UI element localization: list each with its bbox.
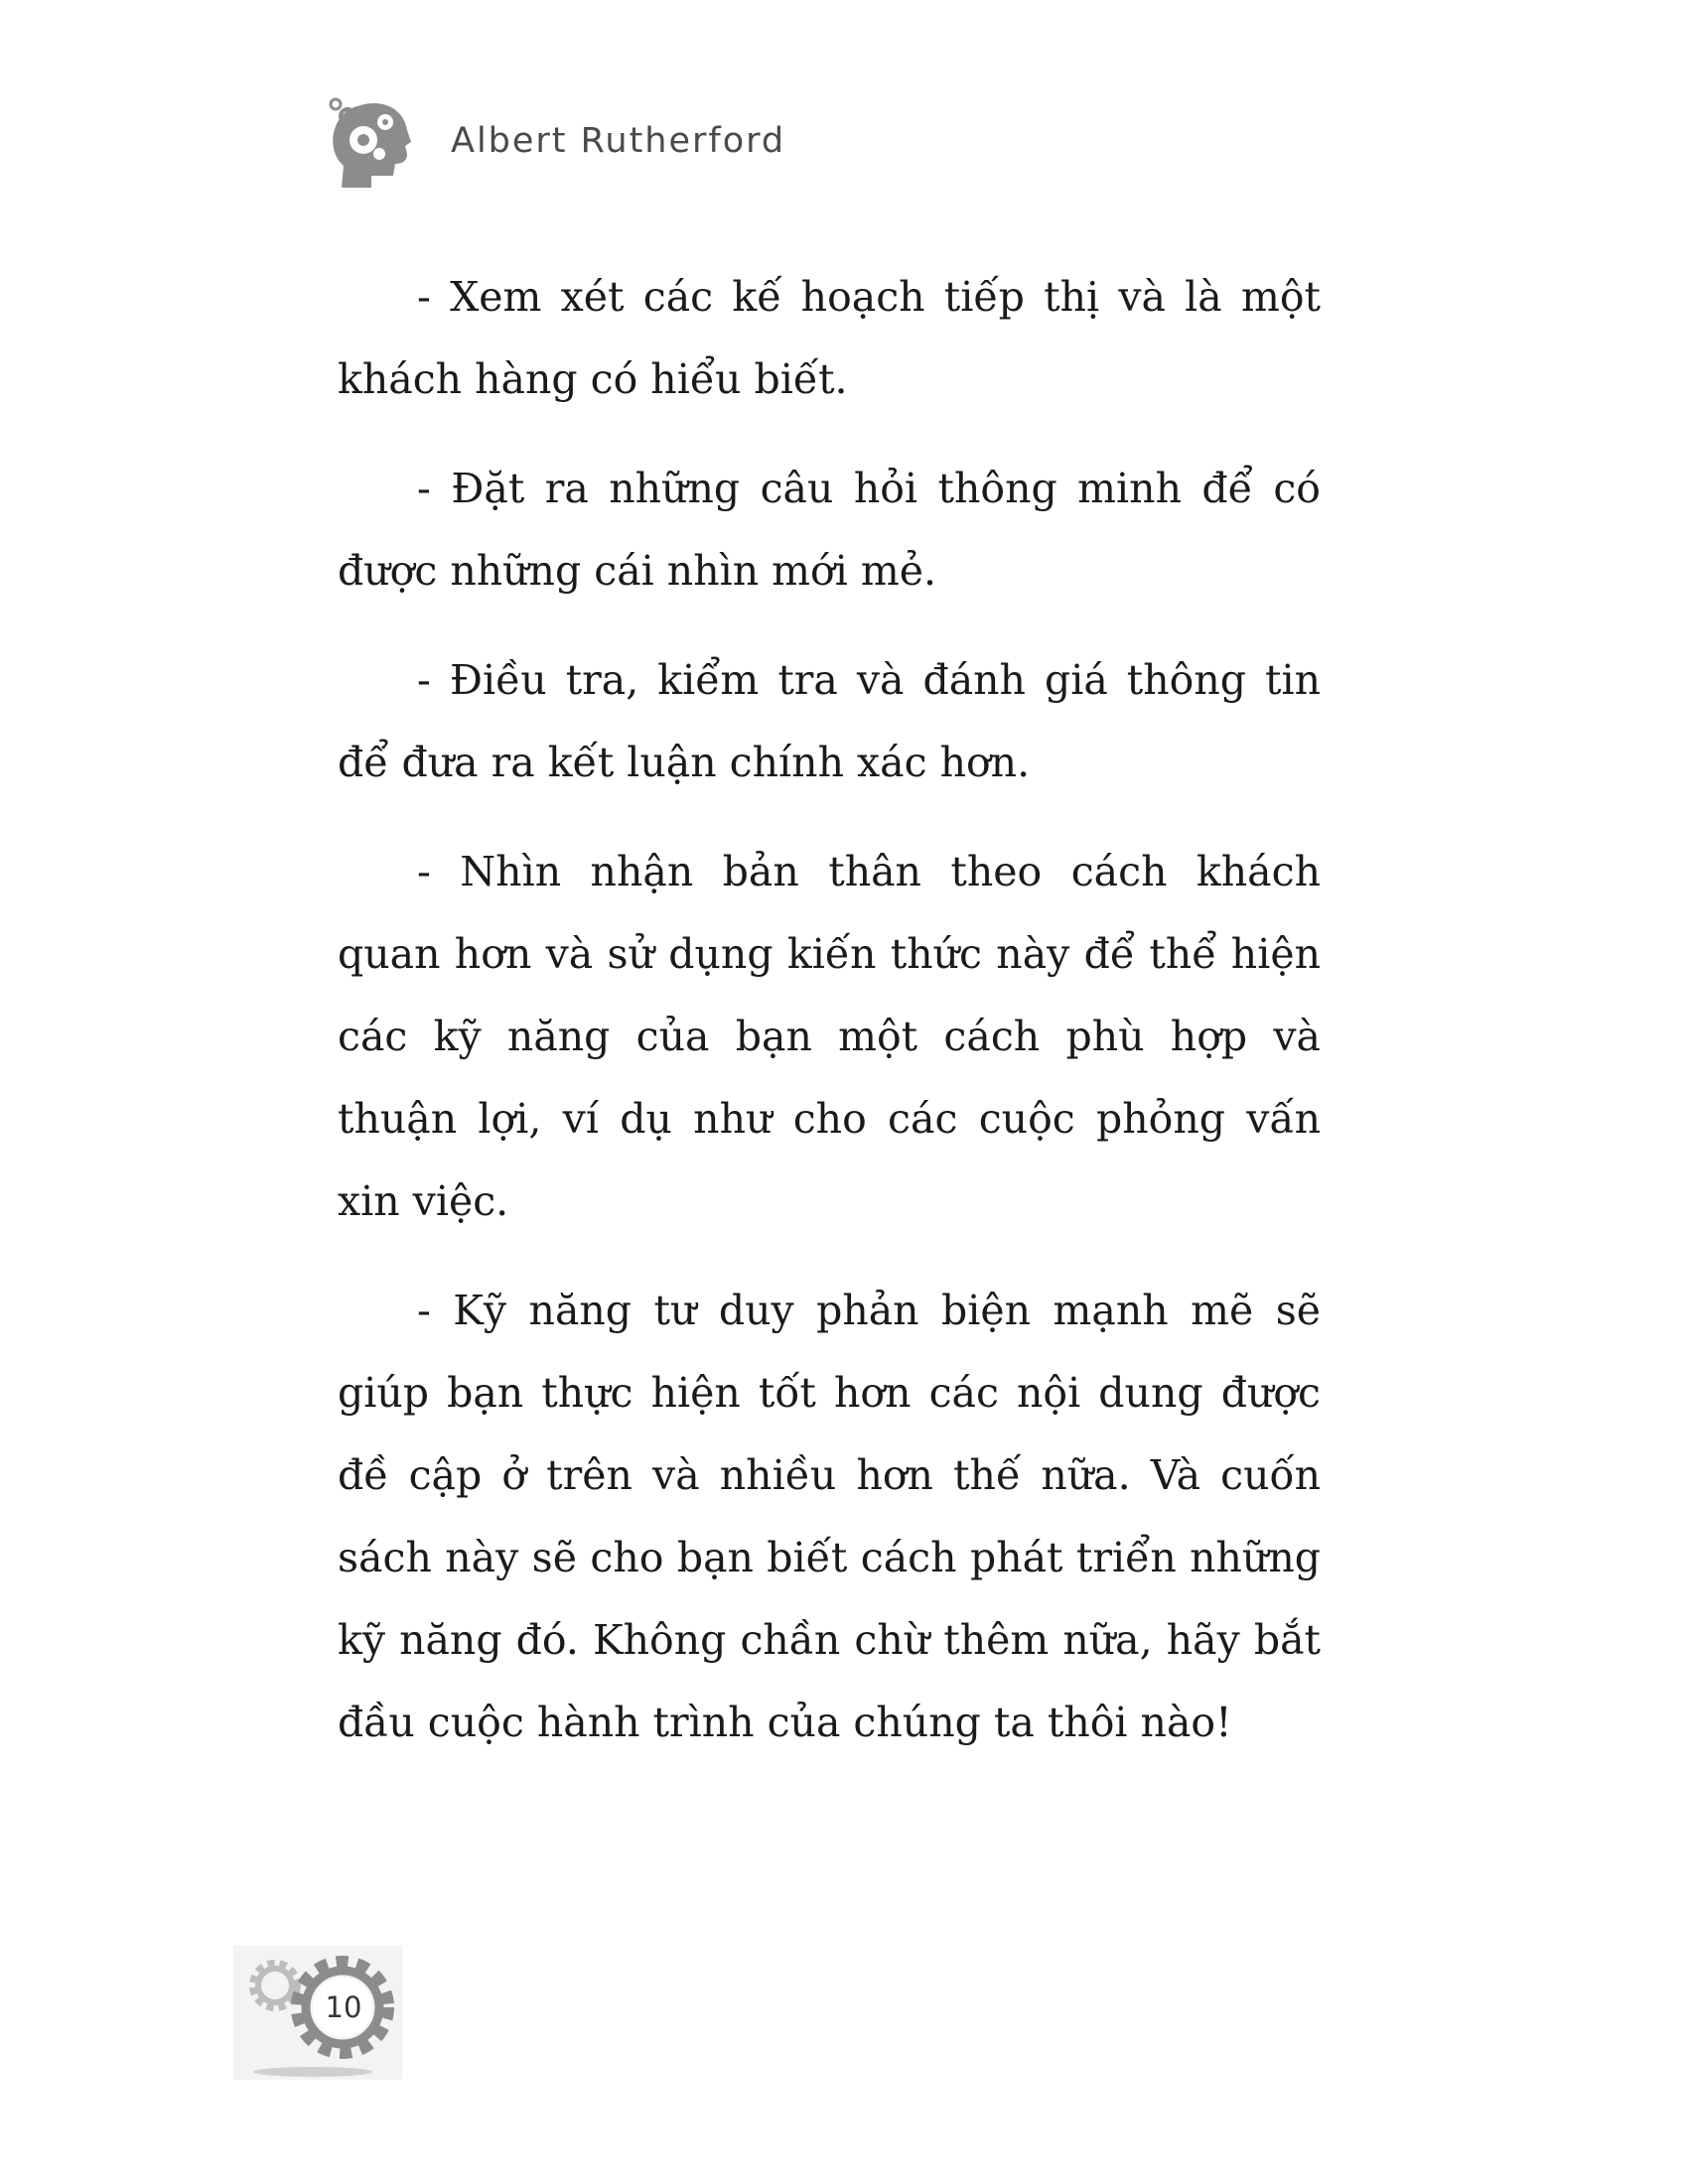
page-number: 10 xyxy=(325,1990,362,2024)
paragraph: - Kỹ năng tư duy phản biện mạnh mẽ sẽ giúp bạn thực hiện tốt hơn các nội dung được đề cập ở trên và nhiều hơn thế nữa. Và cuốn sách này sẽ cho bạn biết cách phát triển những kỹ năng đó. Không chần chừ thêm nữa, hãy bắt đầu cuộc hành trình của chúng ta thôi nào! xyxy=(338,1287,1321,1746)
body-text xyxy=(338,256,1321,1791)
paragraph: - Điều tra, kiểm tra và đánh giá thông tin để đưa ra kết luận chính xác hơn. xyxy=(338,656,1321,786)
paragraph: - Đặt ra những câu hỏi thông minh để có được những cái nhìn mới mẻ. xyxy=(338,465,1321,595)
paragraph: - Xem xét các kế hoạch tiếp thị và là một khách hàng có hiểu biết. xyxy=(338,273,1321,403)
paragraph: - Nhìn nhận bản thân theo cách khách quan hơn và sử dụng kiến thức này để thể hiện các kỹ năng của bạn một cách phù hợp và thuận lợi, ví dụ như cho các cuộc phỏng vấn xin việc. xyxy=(338,848,1321,1225)
author-name: Albert Rutherford xyxy=(451,121,786,161)
head-gears-icon xyxy=(328,96,417,192)
running-header xyxy=(328,94,785,194)
